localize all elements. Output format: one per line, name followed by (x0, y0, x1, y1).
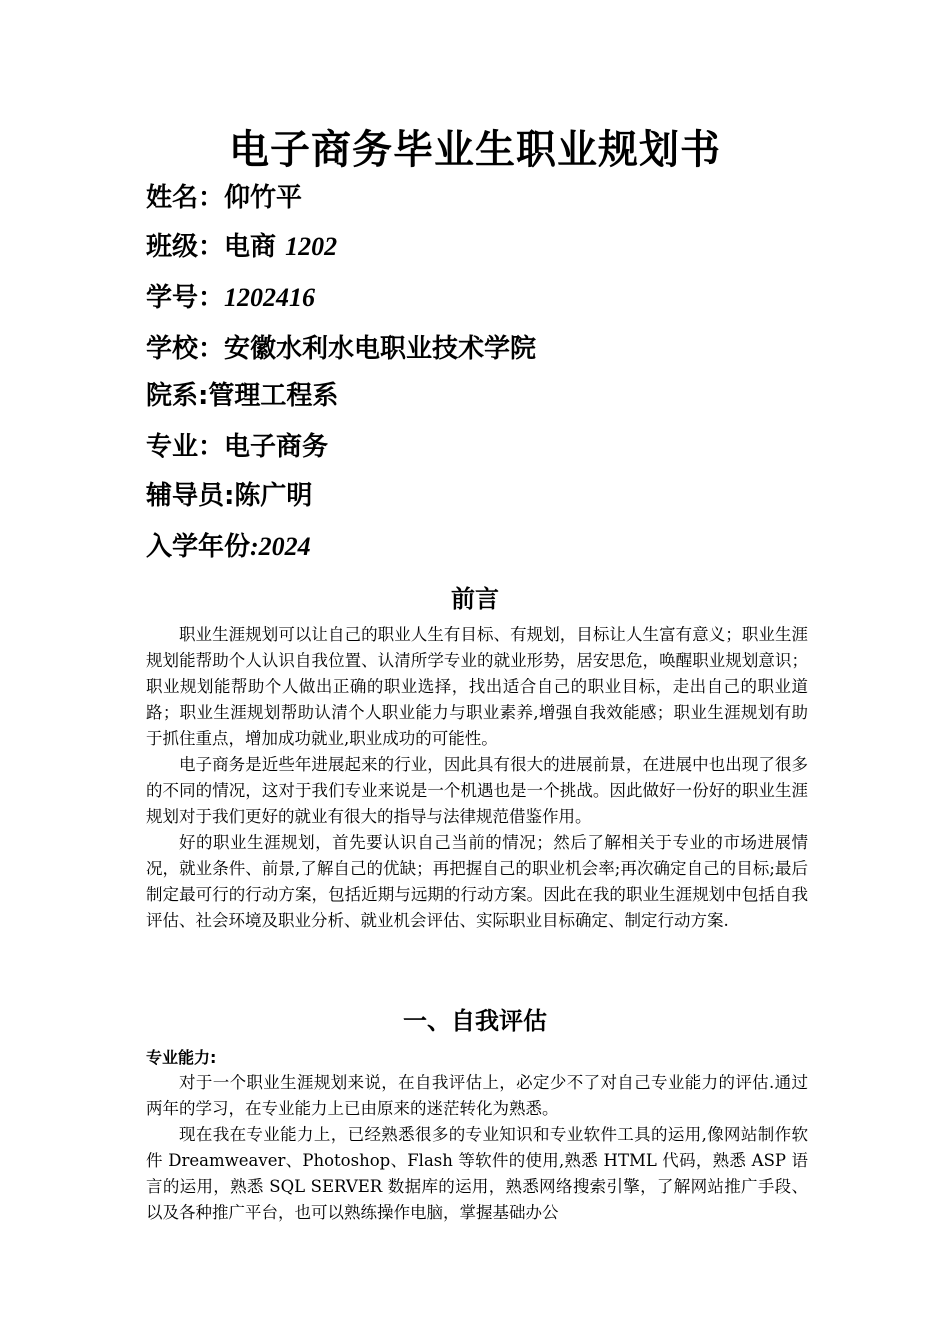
info-counselor (146, 478, 846, 514)
info-label: 辅导员: (146, 481, 235, 511)
section-body (146, 1070, 808, 1226)
info-student-id (146, 280, 846, 316)
paragraph: 电子商务是近些年进展起来的行业，因此具有很大的进展前景，在进展中也出现了很多的不同的情况，这对于我们专业来说是一个机遇也是一个挑战。因此做好一份好的职业生涯规划对于我们更好的就业有很大的指导与法律规范借鉴作用。 (146, 755, 808, 826)
info-value: 1202416 (224, 283, 316, 312)
info-major (146, 429, 846, 465)
paragraph: 现在我在专业能力上，已经熟悉很多的专业知识和专业软件工具的运用,像网站制作软件 Dreamweaver、Photoshop、Flash 等软件的使用,熟悉 HTML 代码，熟悉 ASP 语言的运用，熟悉 SQL SERVER 数据库的运用，熟悉网络搜索引擎，了解网站推广手段、以及各种推广平台，也可以熟练操作电脑，掌握基础办公 (146, 1125, 808, 1222)
info-value: 1202 (285, 232, 338, 261)
preface-body (146, 622, 808, 934)
preface-heading: 前言 (451, 585, 499, 613)
paragraph: 对于一个职业生涯规划来说，在自我评估上，必定少不了对自己专业能力的评估.通过两年的学习，在专业能力上已由原来的迷茫转化为熟悉。 (146, 1073, 808, 1118)
info-value: 陈广明 (234, 481, 313, 511)
info-class (146, 229, 846, 265)
info-label: 学号： (146, 283, 225, 313)
sub-heading: 专业能力: (146, 1048, 217, 1067)
info-value: 电子商务 (224, 432, 329, 462)
info-value: 管理工程系 (208, 381, 339, 411)
info-label: 班级：电商 (146, 232, 286, 262)
info-label: 姓名： (146, 183, 225, 213)
document-title: 电子商务毕业生职业规划书 (229, 127, 721, 173)
info-value: 仰竹平 (224, 183, 303, 213)
info-department (146, 378, 846, 414)
info-enrollment-year (146, 529, 846, 565)
info-label: 专业： (146, 432, 225, 462)
info-label: 入学年份 (146, 532, 251, 562)
info-value: 安徽水利水电职业技术学院 (224, 334, 537, 364)
info-value: :2024 (250, 532, 311, 561)
info-school (146, 331, 846, 367)
info-label: 院系: (146, 381, 209, 411)
section-heading: 一、自我评估 (403, 1007, 547, 1035)
info-name (146, 180, 846, 216)
info-label: 学校： (146, 334, 225, 364)
paragraph: 好的职业生涯规划，首先要认识自己当前的情况；然后了解相关于专业的市场进展情况，就业条件、前景,了解自己的优缺；再把握自己的职业机会率;再次确定自己的目标;最后制定最可行的行动方案，包括近期与远期的行动方案。因此在我的职业生涯规划中包括自我评估、社会环境及职业分析、就业机会评估、实际职业目标确定、制定行动方案. (146, 833, 808, 930)
paragraph: 职业生涯规划可以让自己的职业人生有目标、有规划，目标让人生富有意义；职业生涯规划能帮助个人认识自我位置、认清所学专业的就业形势，居安思危，唤醒职业规划意识；职业规划能帮助个人做出正确的职业选择，找出适合自己的职业目标，走出自己的职业道路；职业生涯规划帮助认清个人职业能力与职业素养,增强自我效能感；职业生涯规划有助于抓住重点，增加成功就业,职业成功的可能性。 (146, 625, 808, 748)
